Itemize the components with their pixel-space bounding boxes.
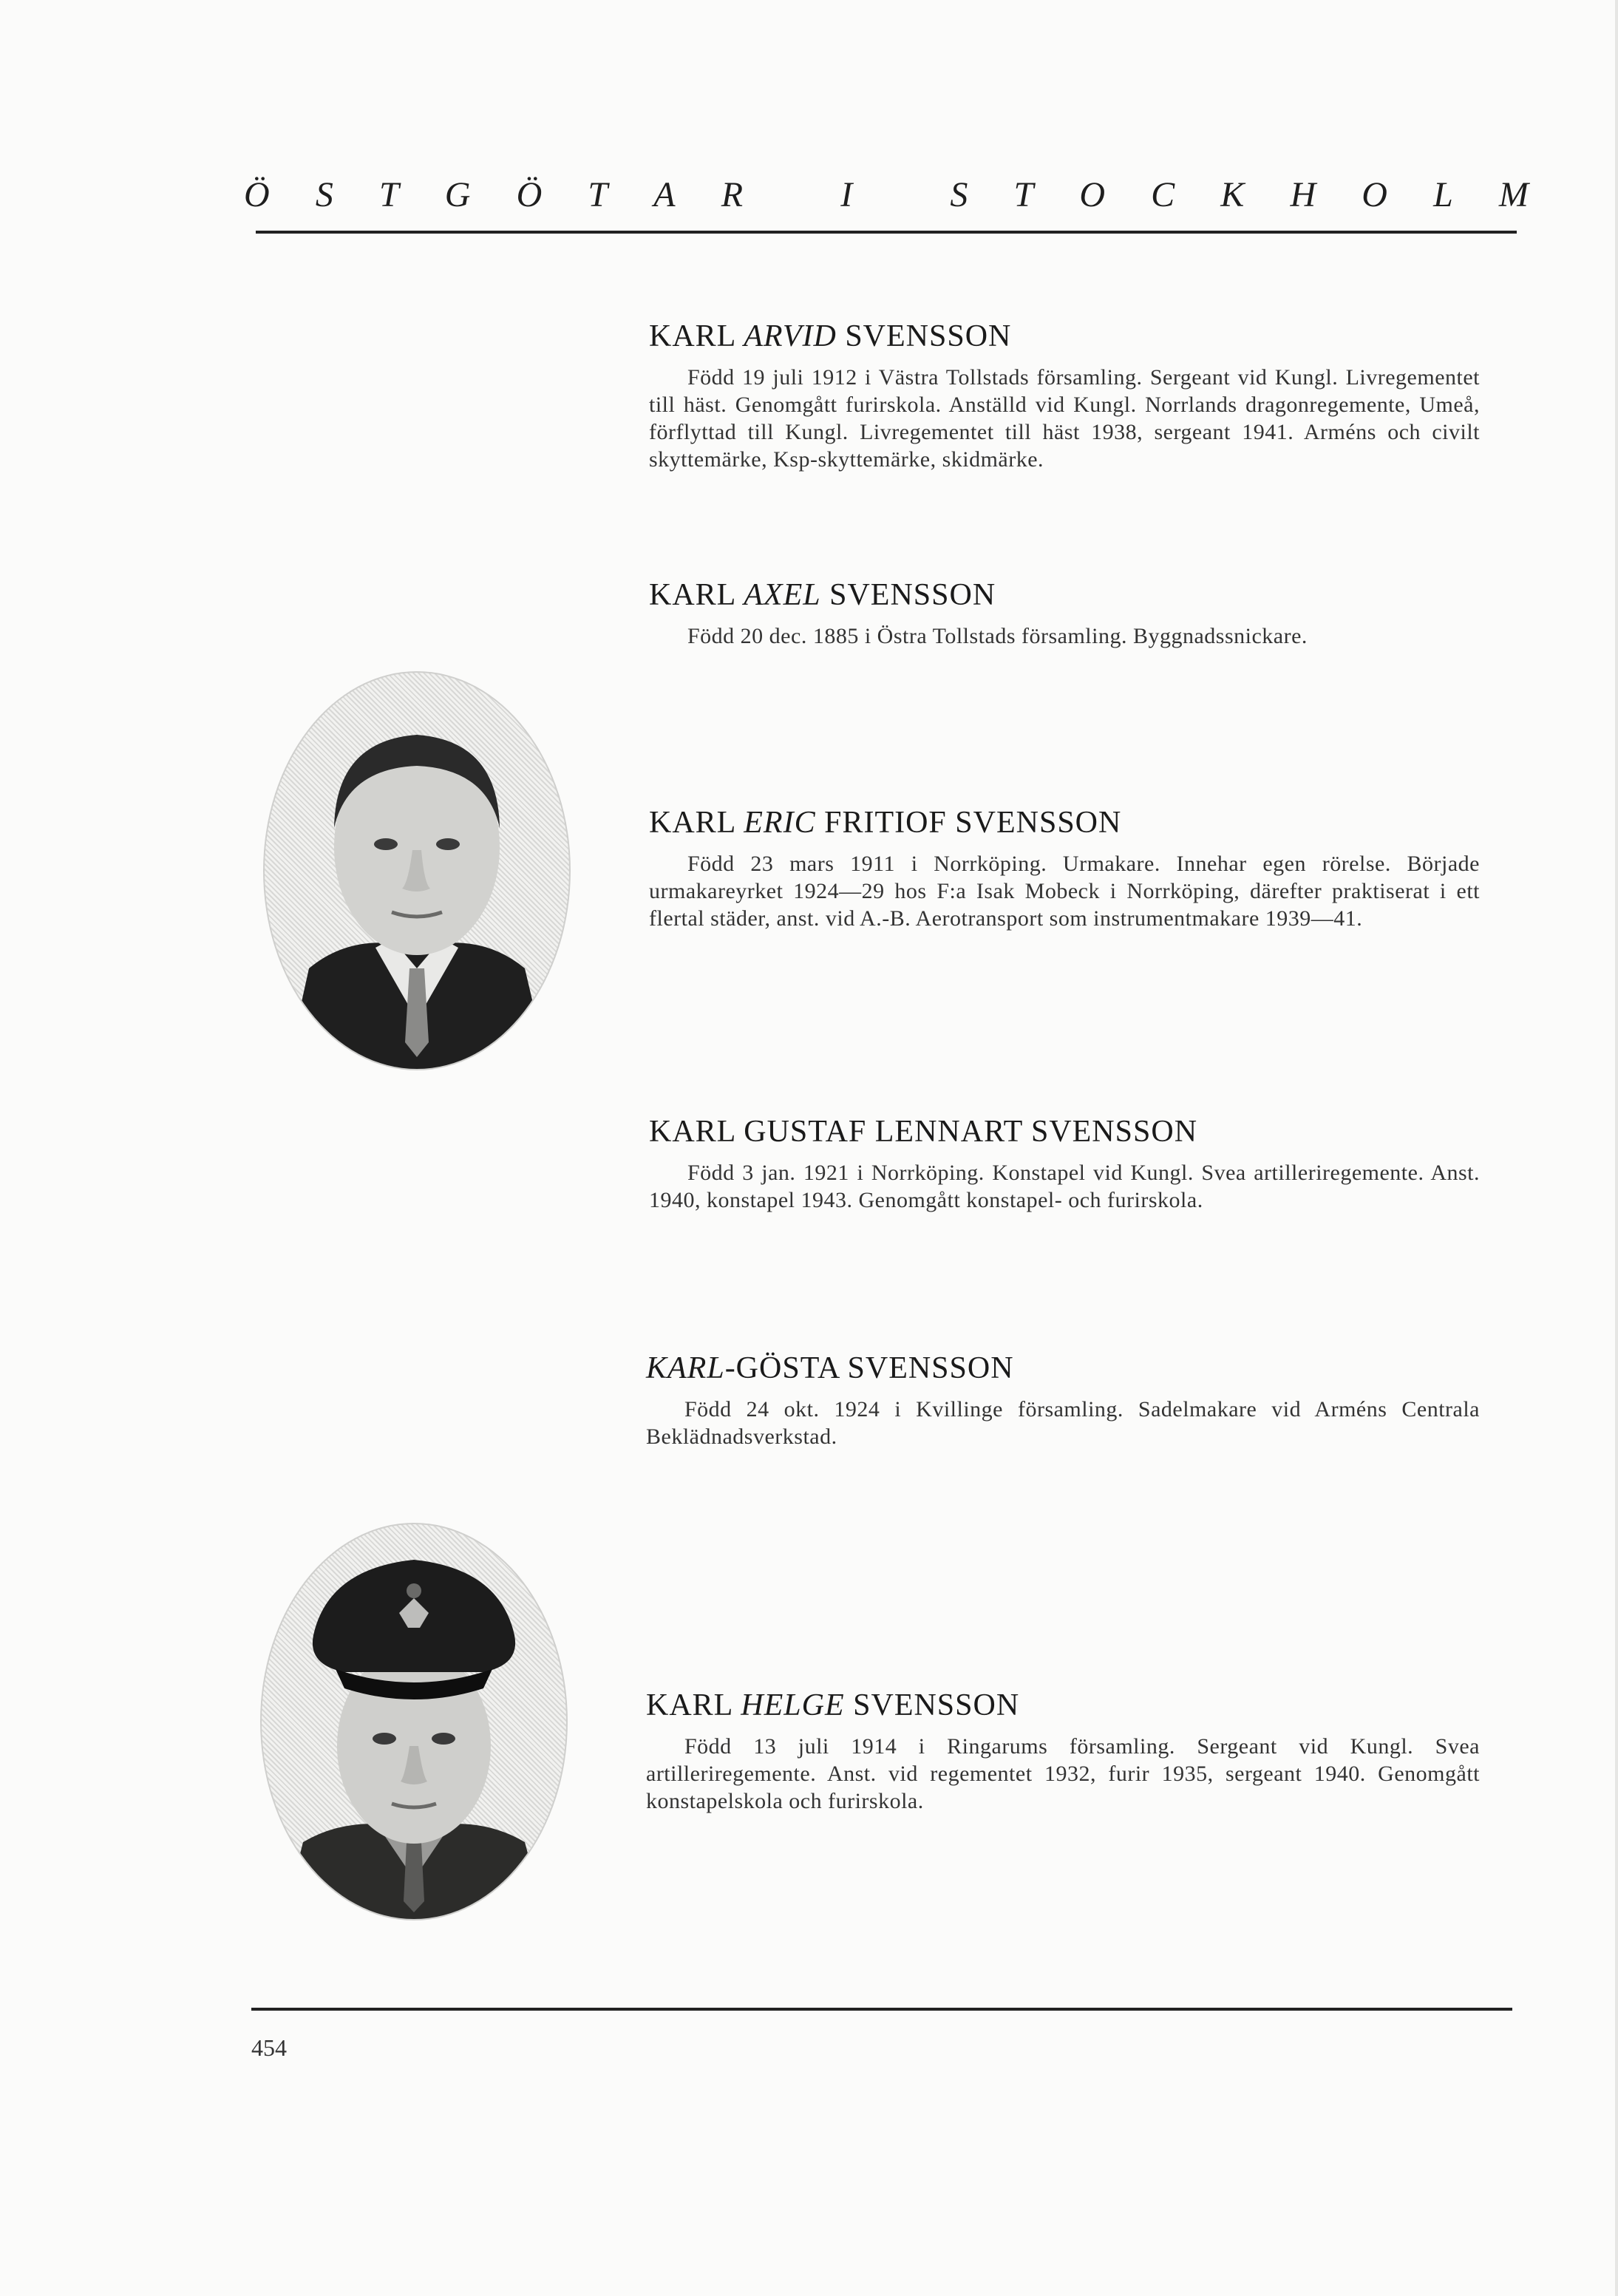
person-name: KARL AXEL SVENSSON xyxy=(649,578,996,612)
footer-divider xyxy=(251,2008,1512,2011)
person-name: KARL-GÖSTA SVENSSON xyxy=(646,1351,1014,1385)
header-letter: M xyxy=(1498,175,1530,214)
biography-entry xyxy=(649,577,1480,650)
header-letter: G xyxy=(444,175,472,214)
person-biography: Född 23 mars 1911 i Norrköping. Urmakare. Innehar egen rörelse. Började urmakareyrket 1924—29 hos F:a Isak Mobeck i Norrköping, därefter praktiserat i ett flertal städer, anst. vid A.-B. Aerotransport som instrumentmakare 1939—41. xyxy=(649,852,1480,931)
header-letter: O xyxy=(1079,175,1107,214)
header-divider xyxy=(256,231,1517,234)
biography-entry xyxy=(649,318,1480,473)
header-letter: Ö xyxy=(244,175,271,214)
header-letter: C xyxy=(1151,175,1177,214)
person-name: KARL GUSTAF LENNART SVENSSON xyxy=(649,1115,1198,1149)
page-number: 454 xyxy=(251,2034,287,2061)
biography-entry xyxy=(649,1113,1480,1214)
person-name: KARL ARVID SVENSSON xyxy=(649,319,1012,353)
person-name: KARL HELGE SVENSSON xyxy=(646,1688,1020,1722)
header-letter: O xyxy=(1362,175,1389,214)
biography-entry xyxy=(646,1687,1480,1815)
header-letter: L xyxy=(1433,175,1455,214)
person-biography: Född 19 juli 1912 i Västra Tollstads församling. Sergeant vid Kungl. Livregementet till häst. Genomgått furirskola. Anställd vid Kungl. Norrlands dragonregemente, Umeå, förflyttad till Kungl. Livregementet till häst 1938, sergeant 1941. Arméns och civilt skyttemärke, Ksp-skyttemärke, skidmärke. xyxy=(649,365,1480,472)
header-letter: S xyxy=(315,175,335,214)
biography-entry xyxy=(649,804,1480,932)
header-letter: T xyxy=(1013,175,1036,214)
header-letter: Ö xyxy=(516,175,544,214)
person-biography: Född 3 jan. 1921 i Norrköping. Konstapel vid Kungl. Svea artilleriregemente. Anst. 1940, konstapel 1943. Genomgått konstapel- och furirskola. xyxy=(649,1161,1480,1212)
person-name: KARL ERIC FRITIOF SVENSSON xyxy=(649,806,1122,840)
person-biography: Född 24 okt. 1924 i Kvillinge församling. Sadelmakare vid Arméns Centrala Beklädnadsverkstad. xyxy=(646,1397,1480,1449)
header-letter: H xyxy=(1290,175,1318,214)
header-letter: I xyxy=(840,175,854,214)
header-letter: S xyxy=(950,175,970,214)
portrait-photo xyxy=(260,1523,568,1920)
person-biography: Född 13 juli 1914 i Ringarums församling. Sergeant vid Kungl. Svea artilleriregemente. Anst. vid regementet 1932, furir 1935, sergeant 1940. Genomgått konstapelskola och furirskola. xyxy=(646,1734,1480,1813)
header-letter: A xyxy=(653,175,677,214)
person-biography: Född 20 dec. 1885 i Östra Tollstads församling. Byggnadssnickare. xyxy=(687,624,1308,648)
running-header xyxy=(244,174,1530,215)
portrait-photo xyxy=(263,671,571,1070)
header-letter: R xyxy=(721,175,745,214)
header-letter: T xyxy=(588,175,610,214)
header-letter: K xyxy=(1220,175,1246,214)
header-letter: T xyxy=(378,175,401,214)
biography-entry xyxy=(646,1350,1480,1450)
